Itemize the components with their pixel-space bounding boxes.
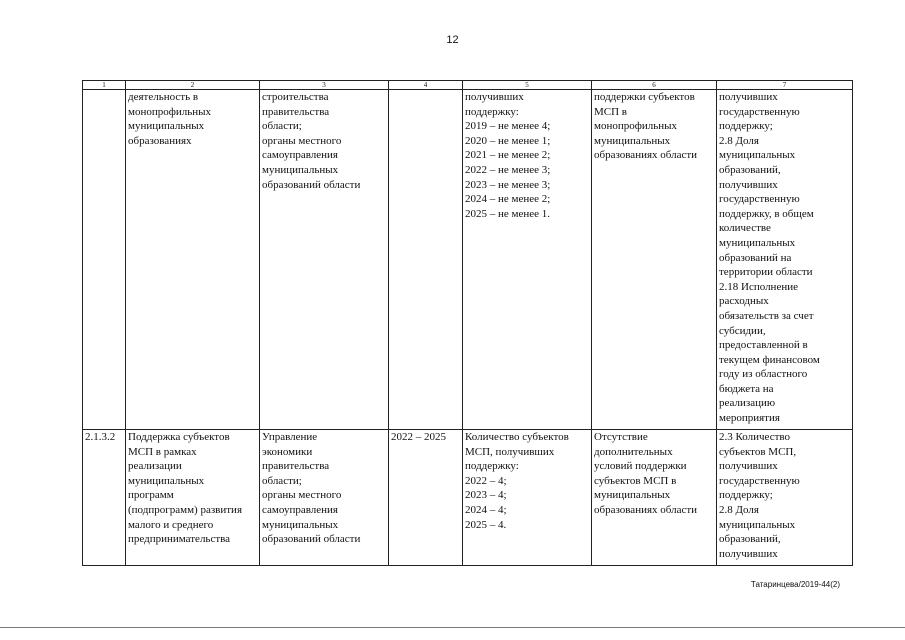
cell-text-line: поддержки субъектов	[594, 91, 695, 103]
cell-text-line: муниципальных	[128, 474, 205, 487]
cell-text-line: образований на	[719, 251, 792, 264]
cell-text-line: поддержку;	[719, 489, 773, 502]
cell-text-line: образований области	[262, 178, 361, 191]
row1-period-cell	[389, 90, 463, 430]
cell-text-line: получивших	[719, 460, 778, 473]
cell-text-line: субсидии,	[719, 324, 766, 337]
cell-text-line: 2019 – не менее 4;	[465, 120, 551, 133]
row1-indicator-cell	[717, 90, 853, 430]
cell-text-line: Отсутствие	[594, 431, 648, 443]
cell-text-line: 2025 – 4.	[465, 518, 507, 531]
cell-text-line: муниципальных	[719, 518, 796, 531]
cell-text-line: программ	[128, 489, 174, 502]
cell-text-line: поддержку:	[465, 460, 519, 473]
cell-text-line: монопрофильных	[594, 120, 678, 133]
scan-edge-line	[0, 627, 905, 628]
cell-text-line: области;	[262, 474, 302, 487]
cell-text-line: экономики	[262, 445, 313, 458]
cell-text-line: Поддержка субъектов	[128, 431, 230, 443]
cell-text-line: государственную	[719, 105, 800, 118]
cell-text-line: субъектов МСП в	[594, 474, 677, 487]
row1-number-cell	[83, 90, 126, 430]
cell-text-line: муниципальных	[719, 236, 796, 249]
cell-text-line: государственную	[719, 193, 800, 206]
cell-text-line: 2023 – 4;	[465, 489, 507, 502]
cell-text-line: строительства	[262, 91, 329, 103]
cell-text-line: условий поддержки	[594, 460, 687, 473]
cell-text-line: (подпрограмм) развития	[128, 503, 243, 516]
cell-text-line: самоуправления	[262, 503, 338, 516]
row1-executor-cell	[260, 90, 389, 430]
cell-text-line: органы местного	[262, 489, 342, 502]
cell-text-line: получивших	[465, 91, 524, 103]
cell-text-line: МСП в рамках	[128, 445, 197, 458]
cell-text-line: 2.1.3.2	[85, 431, 116, 443]
cell-text-line: муниципальных	[594, 134, 671, 147]
table-row	[83, 430, 853, 566]
cell-text-line: области;	[262, 120, 302, 133]
cell-text-line: образований области	[262, 533, 361, 546]
cell-text-line: реализации	[128, 460, 182, 473]
cell-text-line: образований,	[719, 163, 781, 176]
cell-text-line: государственную	[719, 474, 800, 487]
row2-executor-cell	[260, 430, 389, 566]
row1-consequence-cell	[592, 90, 717, 430]
cell-text-line: мероприятия	[719, 412, 780, 425]
cell-text-line: реализацию	[719, 397, 776, 410]
cell-text-line: деятельность в	[128, 91, 199, 103]
cell-text-line: малого и среднего	[128, 518, 214, 531]
cell-text-line: получивших	[719, 178, 778, 191]
cell-text-line: Количество субъектов	[465, 431, 569, 443]
row2-number-cell	[83, 430, 126, 566]
cell-text-line: правительства	[262, 460, 330, 473]
cell-text-line: образованиях области	[594, 149, 698, 162]
cell-text-line: поддержку, в общем	[719, 207, 814, 220]
cell-text-line: поддержку:	[465, 105, 519, 118]
cell-text-line: 2.3 Количество	[719, 431, 791, 443]
cell-text-line: 2024 – не менее 2;	[465, 193, 551, 206]
cell-text-line: муниципальных	[262, 163, 339, 176]
cell-text-line: году из областного	[719, 368, 808, 381]
row2-period-cell	[389, 430, 463, 566]
cell-text-line: образований,	[719, 533, 781, 546]
cell-text-line: образованиях	[128, 134, 192, 147]
column-number: 4	[389, 81, 463, 90]
cell-text-line: монопрофильных	[128, 105, 212, 118]
page-number: 12	[446, 34, 459, 46]
cell-text-line: 2021 – не менее 2;	[465, 149, 551, 162]
cell-text-line: бюджета на	[719, 382, 774, 395]
cell-text-line: МСП в	[594, 105, 628, 118]
row1-result-cell	[463, 90, 592, 430]
column-number: 6	[592, 81, 717, 90]
column-number-row	[83, 81, 853, 90]
cell-text-line: предоставленной в	[719, 339, 808, 352]
cell-text-line: 2.18 Исполнение	[719, 280, 798, 293]
column-number: 3	[260, 81, 389, 90]
cell-text-line: текущем финансовом	[719, 353, 820, 366]
cell-text-line: 2020 – не менее 1;	[465, 134, 551, 147]
cell-text-line: правительства	[262, 105, 330, 118]
cell-text-line: 2.8 Доля	[719, 134, 759, 147]
cell-text-line: 2.8 Доля	[719, 503, 759, 516]
row2-activity-cell	[126, 430, 260, 566]
cell-text-line: 2022 – 2025	[391, 431, 446, 443]
cell-text-line: обязательств за счет	[719, 309, 814, 322]
cell-text-line: количестве	[719, 222, 771, 235]
cell-text-line: 2025 – не менее 1.	[465, 207, 551, 220]
cell-text-line: 2022 – 4;	[465, 474, 507, 487]
row2-consequence-cell	[592, 430, 717, 566]
cell-text-line: 2023 – не менее 3;	[465, 178, 551, 191]
column-number: 1	[83, 81, 126, 90]
column-number: 2	[126, 81, 260, 90]
cell-text-line: муниципальных	[719, 149, 796, 162]
cell-text-line: расходных	[719, 295, 769, 308]
cell-text-line: 2024 – 4;	[465, 503, 507, 516]
cell-text-line: муниципальных	[594, 489, 671, 502]
cell-text-line: получивших	[719, 91, 778, 103]
row2-indicator-cell	[717, 430, 853, 566]
cell-text-line: образованиях области	[594, 503, 698, 516]
cell-text-line: территории области	[719, 266, 813, 279]
program-table	[82, 80, 853, 566]
cell-text-line: субъектов МСП,	[719, 445, 797, 458]
table-row	[83, 90, 853, 430]
column-number: 5	[463, 81, 592, 90]
row2-result-cell	[463, 430, 592, 566]
cell-text-line: Управление	[262, 431, 318, 443]
cell-text-line: поддержку;	[719, 120, 773, 133]
cell-text-line: МСП, получивших	[465, 445, 555, 458]
document-code: Татаринцева/2019-44(2)	[750, 580, 840, 589]
cell-text-line: органы местного	[262, 134, 342, 147]
column-number: 7	[717, 81, 853, 90]
cell-text-line: дополнительных	[594, 445, 673, 458]
cell-text-line: получивших	[719, 547, 778, 560]
cell-text-line: муниципальных	[128, 120, 205, 133]
row1-activity-cell	[126, 90, 260, 430]
cell-text-line: 2022 – не менее 3;	[465, 163, 551, 176]
cell-text-line: муниципальных	[262, 518, 339, 531]
cell-text-line: предпринимательства	[128, 533, 231, 546]
cell-text-line: самоуправления	[262, 149, 338, 162]
